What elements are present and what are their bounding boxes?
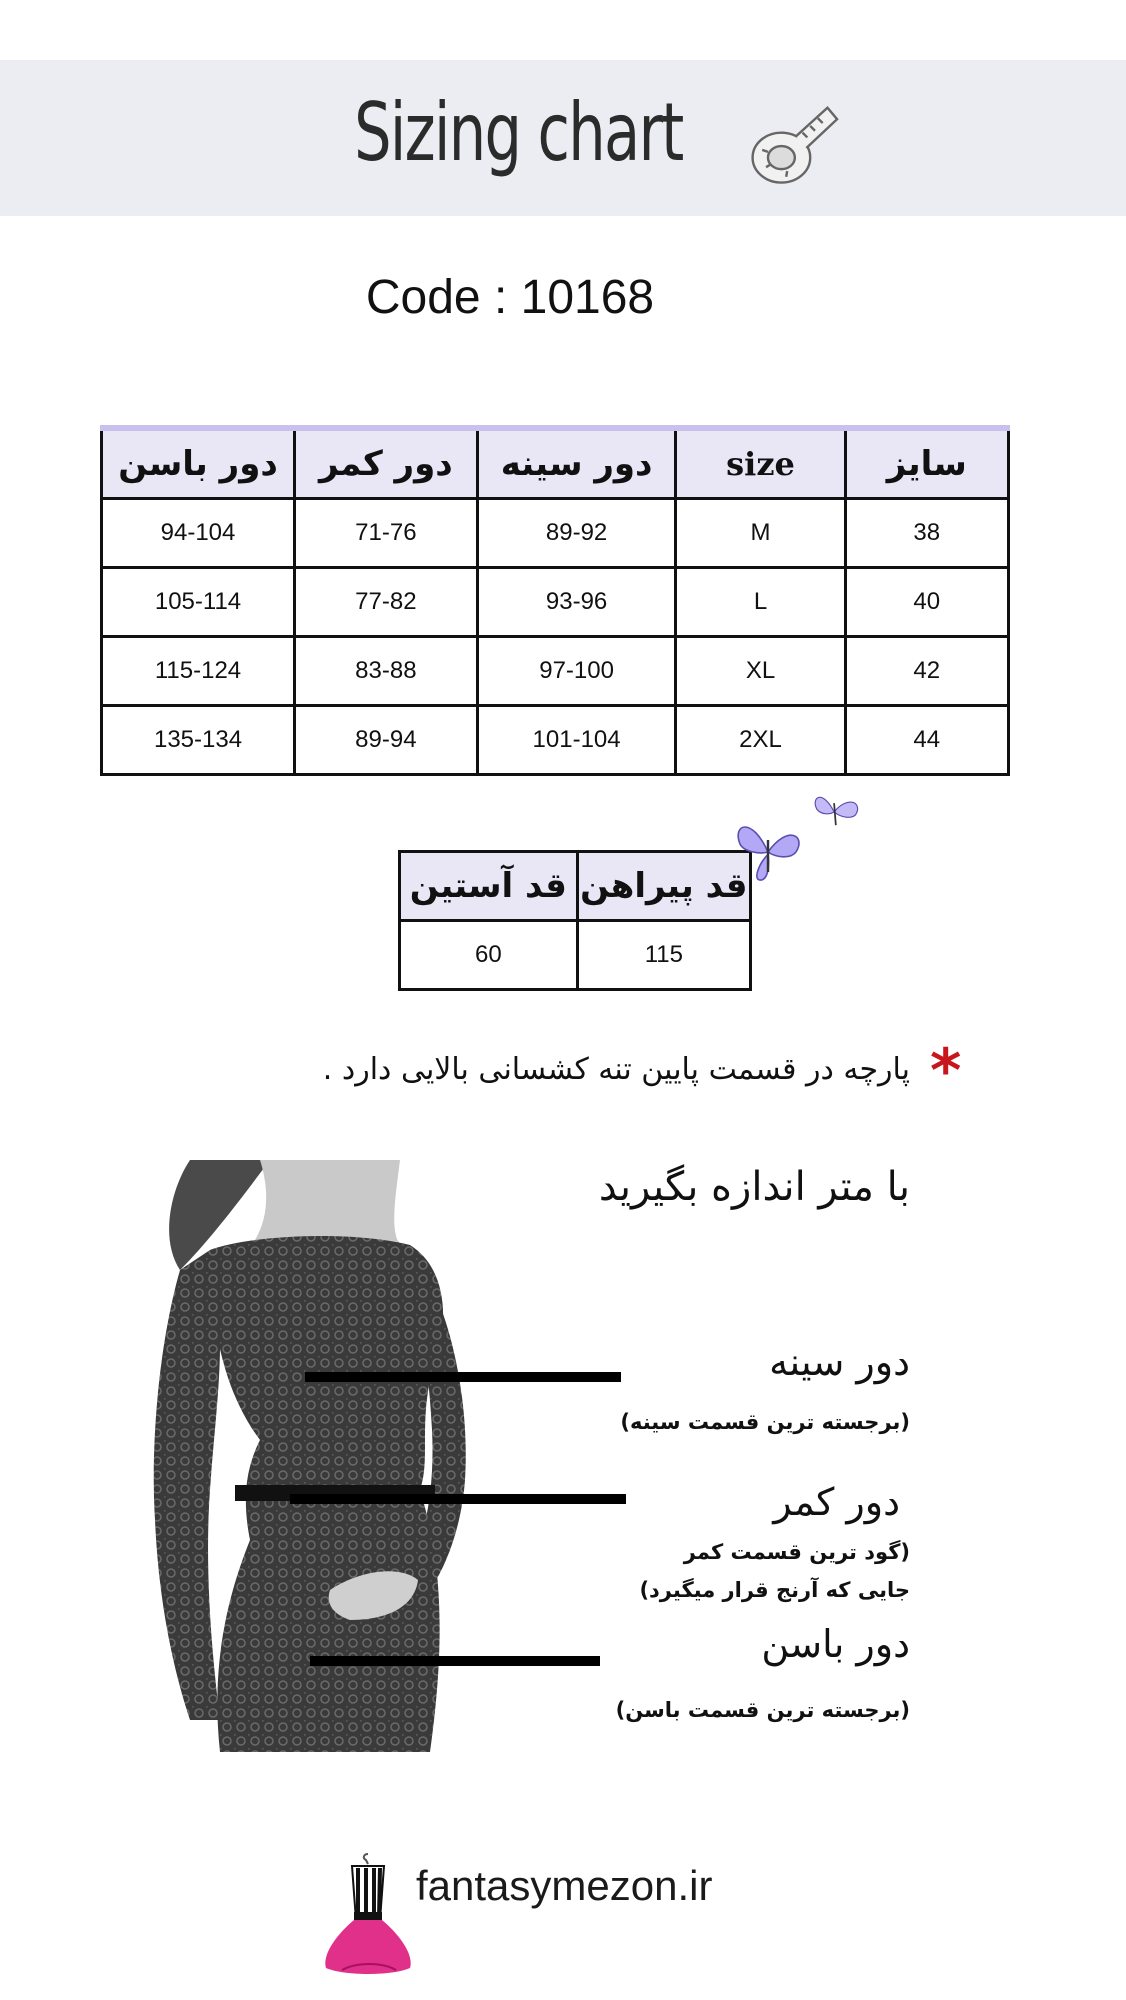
length-table-header-row	[400, 852, 751, 921]
measuring-tape-icon	[742, 100, 840, 196]
butterfly-icon	[728, 808, 808, 888]
table-cell: 44	[845, 706, 1008, 775]
length-table	[398, 850, 752, 991]
product-code: Code : 10168	[365, 271, 655, 324]
measure-title: با متر اندازه بگیرید	[598, 1164, 910, 1210]
table-cell: 94-104	[102, 499, 295, 568]
table-cell: 115	[577, 921, 750, 990]
table-row	[400, 921, 751, 990]
waist-hint: (گود ترین قسمت کمر	[683, 1540, 910, 1564]
table-cell: 83-88	[295, 637, 478, 706]
chest-line	[305, 1372, 621, 1382]
table-cell: 93-96	[477, 568, 676, 637]
table-cell: 97-100	[477, 637, 676, 706]
table-cell: M	[676, 499, 845, 568]
table-cell: 40	[845, 568, 1008, 637]
table-cell: 89-92	[477, 499, 676, 568]
table-cell: L	[676, 568, 845, 637]
table-cell: 2XL	[676, 706, 845, 775]
page-title: Sizing chart	[353, 86, 683, 179]
table-row	[102, 568, 1009, 637]
table-cell: 89-94	[295, 706, 478, 775]
size-table	[100, 425, 1010, 776]
header-waist: دور کمر	[295, 428, 478, 499]
table-row	[102, 706, 1009, 775]
header-dress-length: قد پیراهن	[577, 852, 750, 921]
table-cell: 101-104	[477, 706, 676, 775]
chest-hint: (برجسته ترین قسمت سینه)	[620, 1410, 910, 1434]
header-size-en: size	[676, 428, 845, 499]
waist-label: دور کمر	[773, 1480, 900, 1524]
hip-label: دور باسن	[761, 1622, 910, 1666]
chest-label: دور سینه	[769, 1340, 910, 1384]
header-hip: دور باسن	[102, 428, 295, 499]
site-url[interactable]: fantasymezon.ir	[416, 1862, 713, 1909]
table-cell: 105-114	[102, 568, 295, 637]
butterfly-icon	[808, 780, 866, 838]
table-cell: 60	[400, 921, 578, 990]
waist-hint: جایی که آرنج قرار میگیرد)	[639, 1578, 910, 1602]
table-cell: XL	[676, 637, 845, 706]
table-cell: 42	[845, 637, 1008, 706]
fabric-note: پارچه در قسمت پایین تنه کشسانی بالایی دارد .	[322, 1052, 910, 1087]
table-cell: 135-134	[102, 706, 295, 775]
dress-logo-icon	[322, 1850, 414, 1980]
waist-line	[290, 1494, 626, 1504]
asterisk-mark: *	[930, 1036, 962, 1106]
table-cell: 77-82	[295, 568, 478, 637]
table-cell: 38	[845, 499, 1008, 568]
hip-hint: (برجسته ترین قسمت باسن)	[615, 1698, 910, 1722]
table-row	[102, 499, 1009, 568]
hip-line	[310, 1656, 600, 1666]
table-cell: 71-76	[295, 499, 478, 568]
size-table-header-row	[102, 428, 1009, 499]
table-row	[102, 637, 1009, 706]
header-sleeve-length: قد آستین	[400, 852, 578, 921]
header-chest: دور سینه	[477, 428, 676, 499]
table-cell: 115-124	[102, 637, 295, 706]
header-size-fa: سایز	[845, 428, 1008, 499]
